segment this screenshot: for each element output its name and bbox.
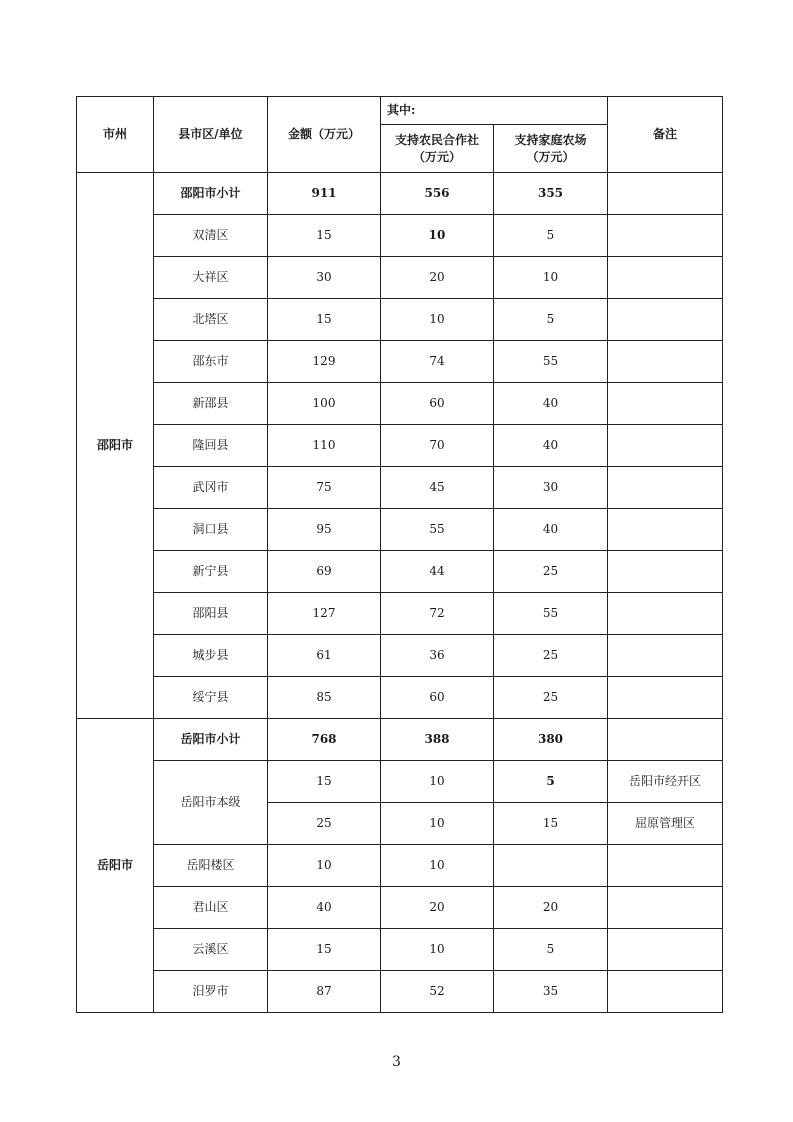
amount-cell: 40 [268,887,381,929]
header-amount: 金额（万元） [268,97,381,173]
amount-cell: 87 [268,971,381,1013]
coop-cell: 60 [381,677,494,719]
farm-cell: 25 [494,677,608,719]
amount-cell: 911 [268,173,381,215]
coop-cell: 52 [381,971,494,1013]
table-row [77,929,723,971]
county-cell: 岳阳楼区 [154,845,268,887]
note-cell [608,467,723,509]
county-cell: 武冈市 [154,467,268,509]
table-row-subtotal [77,173,723,215]
note-cell [608,425,723,467]
coop-cell: 20 [381,887,494,929]
table-row [77,383,723,425]
county-cell: 岳阳市小计 [154,719,268,761]
table-row [77,299,723,341]
header-among: 其中: [381,97,608,125]
county-cell: 汨罗市 [154,971,268,1013]
farm-cell: 55 [494,593,608,635]
note-cell: 屈原管理区 [608,803,723,845]
county-cell: 洞口县 [154,509,268,551]
table-row [77,887,723,929]
table-row [77,509,723,551]
note-cell [608,845,723,887]
farm-cell: 40 [494,509,608,551]
coop-cell: 10 [381,761,494,803]
page-number: 3 [392,1054,401,1070]
amount-cell: 100 [268,383,381,425]
coop-cell: 60 [381,383,494,425]
coop-cell: 10 [381,845,494,887]
farm-cell: 5 [494,929,608,971]
amount-cell: 15 [268,761,381,803]
coop-cell: 20 [381,257,494,299]
table-row [77,551,723,593]
farm-cell: 5 [494,215,608,257]
county-cell: 新邵县 [154,383,268,425]
coop-cell: 10 [381,929,494,971]
header-farm [494,125,608,173]
amount-cell: 95 [268,509,381,551]
table-row [77,677,723,719]
header-county: 县市区/单位 [154,97,268,173]
county-cell: 邵阳县 [154,593,268,635]
county-cell-benji: 岳阳市本级 [154,761,268,845]
coop-cell: 10 [381,299,494,341]
farm-cell: 15 [494,803,608,845]
farm-cell: 25 [494,551,608,593]
county-cell: 绥宁县 [154,677,268,719]
amount-cell: 61 [268,635,381,677]
note-cell [608,173,723,215]
amount-cell: 25 [268,803,381,845]
note-cell [608,719,723,761]
amount-cell: 15 [268,929,381,971]
header-coop-line1: 支持农民合作社 [394,133,479,148]
note-cell [608,299,723,341]
header-note: 备注 [608,97,723,173]
note-cell [608,635,723,677]
farm-cell [494,845,608,887]
note-cell [608,677,723,719]
allocation-table [76,96,723,1013]
header-city: 市州 [77,97,154,173]
note-cell [608,593,723,635]
county-cell: 北塔区 [154,299,268,341]
county-cell: 邵阳市小计 [154,173,268,215]
note-cell [608,257,723,299]
note-cell [608,971,723,1013]
county-cell: 君山区 [154,887,268,929]
note-cell: 岳阳市经开区 [608,761,723,803]
city-cell-yueyang: 岳阳市 [77,719,154,1013]
farm-cell: 380 [494,719,608,761]
note-cell [608,509,723,551]
farm-cell: 5 [494,761,608,803]
amount-cell: 69 [268,551,381,593]
county-cell: 新宁县 [154,551,268,593]
note-cell [608,929,723,971]
amount-cell: 75 [268,467,381,509]
table-row [77,341,723,383]
coop-cell: 72 [381,593,494,635]
table-row [77,635,723,677]
farm-cell: 55 [494,341,608,383]
table-body [77,97,723,1013]
coop-cell: 10 [381,803,494,845]
table-row [77,257,723,299]
table-row [77,761,723,803]
farm-cell: 40 [494,425,608,467]
note-cell [608,341,723,383]
header-row-1 [77,97,723,125]
amount-cell: 127 [268,593,381,635]
farm-cell: 30 [494,467,608,509]
county-cell: 城步县 [154,635,268,677]
coop-cell: 44 [381,551,494,593]
coop-cell: 556 [381,173,494,215]
table-row [77,845,723,887]
county-cell: 大祥区 [154,257,268,299]
amount-cell: 30 [268,257,381,299]
farm-cell: 35 [494,971,608,1013]
farm-cell: 25 [494,635,608,677]
county-cell: 双清区 [154,215,268,257]
table-row [77,467,723,509]
county-cell: 隆回县 [154,425,268,467]
amount-cell: 129 [268,341,381,383]
table-row [77,593,723,635]
farm-cell: 40 [494,383,608,425]
note-cell [608,887,723,929]
farm-cell: 355 [494,173,608,215]
coop-cell: 70 [381,425,494,467]
amount-cell: 768 [268,719,381,761]
farm-cell: 20 [494,887,608,929]
county-cell: 邵东市 [154,341,268,383]
header-coop [381,125,494,173]
header-farm-line2: （万元） [526,149,575,164]
city-cell-shaoyang: 邵阳市 [77,173,154,719]
farm-cell: 10 [494,257,608,299]
coop-cell: 10 [381,215,494,257]
note-cell [608,551,723,593]
table-row [77,971,723,1013]
coop-cell: 45 [381,467,494,509]
header-farm-line1: 支持家庭农场 [514,133,587,148]
farm-cell: 5 [494,299,608,341]
table-row [77,215,723,257]
amount-cell: 10 [268,845,381,887]
table-row-subtotal [77,719,723,761]
coop-cell: 388 [381,719,494,761]
amount-cell: 110 [268,425,381,467]
note-cell [608,383,723,425]
header-coop-line2: （万元） [412,149,461,164]
amount-cell: 15 [268,299,381,341]
note-cell [608,215,723,257]
coop-cell: 36 [381,635,494,677]
coop-cell: 55 [381,509,494,551]
amount-cell: 15 [268,215,381,257]
amount-cell: 85 [268,677,381,719]
table-row [77,425,723,467]
county-cell: 云溪区 [154,929,268,971]
coop-cell: 74 [381,341,494,383]
